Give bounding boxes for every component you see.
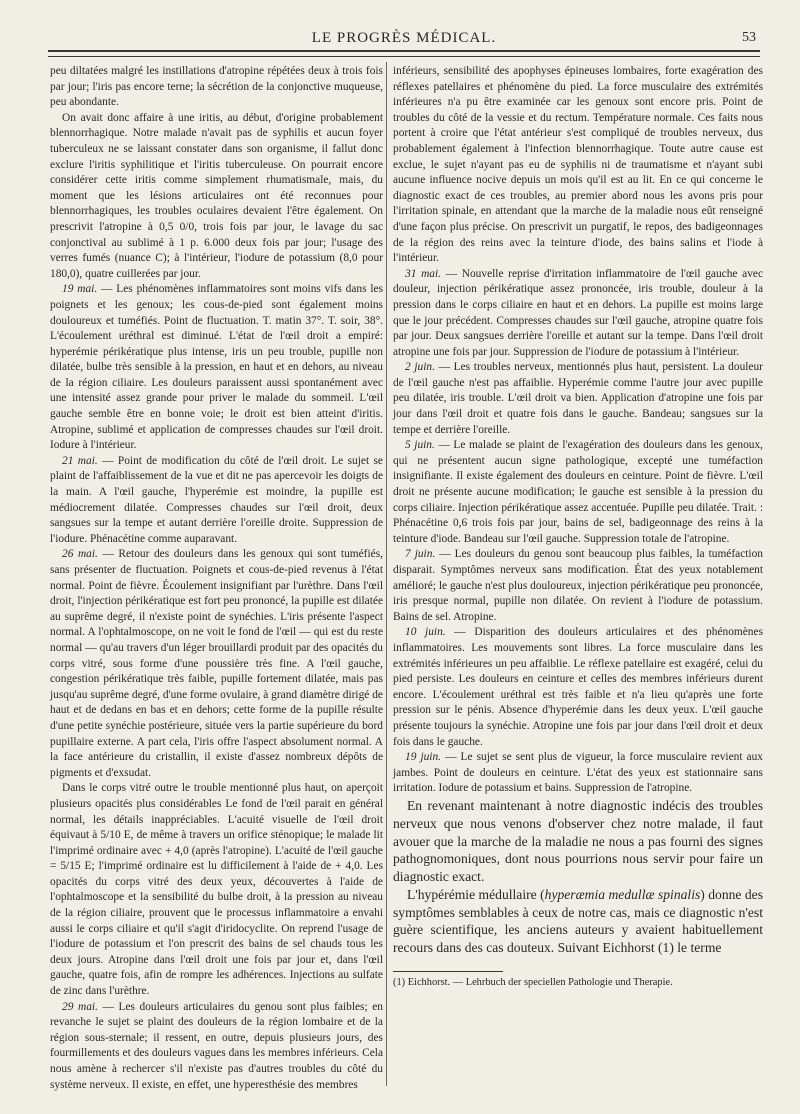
- paragraph: peu diltatées malgré les instillations d'atropine répétées deux à trois fois par jour; l'iris pas encore terne; la sécrétion de la conjonctive muqueuse, peu abondante.: [50, 65, 383, 109]
- running-header: [48, 28, 760, 50]
- paragraph: [393, 438, 763, 547]
- entry-date: 21 mai.: [62, 454, 98, 467]
- entry-text: — Point de modification du côté de l'œil droit. Le sujet se plaint de l'affaiblissement de la vue et dit ne pas apercevoir les doigts de la main. A l'œil gauche, l'hyperémie est moindre, la pupille est médiocrement dilatée. Compresses chaudes sur l'œil droit, deux sangsues sur la tempe et autant derrière l'oreille droite. Suppression de l'iodure. Phénacétine comme auparavant.: [50, 454, 383, 545]
- left-column: [50, 64, 383, 1093]
- column-divider: [386, 62, 387, 1086]
- journal-title: LE PROGRÈS MÉDICAL.: [311, 30, 497, 46]
- paragraph: [393, 267, 763, 361]
- paragraph: [50, 454, 383, 548]
- entry-date: 19 mai.: [62, 283, 98, 296]
- footnote: (1) Eichhorst. — Lehrbuch der speciellen Pathologie und Therapie.: [393, 977, 673, 989]
- entry-text: — Les phénomènes inflammatoires sont moins vifs dans les poignets et les genoux; les cous-de-pied sont également moins douloureux et tuméfiés. Point de fluctuation. T. matin 37°. T. soir, 38°. L'écoulement uréthral est diminué. L'état de l'œil droit a empiré: hyperémie périkératique plus intense, iris un peu trouble, pupille non dilatée, bulbe très sensible à la pression, en haut et en dehors, au niveau de la région ciliaire. Les douleurs paraissent aussi spontanément avec une intensité assez grande pour priver le malade du sommeil. L'œil gauche semble être en bonne voie; le droit est bien atteint d'iritis. Atropine, sublimé et application de compresses chaudes sur l'œil droit. Iodure à l'intérieur.: [50, 283, 383, 452]
- entry-date: 29 mai.: [62, 1000, 98, 1013]
- page-number: 53: [742, 30, 756, 45]
- paragraph: [50, 1000, 383, 1094]
- paragraph: On avait donc affaire à une iritis, au début, d'origine probablement blennorrhagique. Notre malade n'avait pas de syphilis et aucun foyer tuberculeux ne se laissant constater dans son organisme, il fallut donc exclure l'iritis syphilitique et l'iritis tuberculeuse. On pourrait encore considérer cette iritis comme simplement rhumatismale, mais, du moment que les lésions articulaires ont été reconnues pour blennorrhagiques, les troubles oculaires devaient l'être également. On prescrivit l'atropine à 0,5 0/0, trois fois par jour, le lavage du sac conjonctival au sublimé à 1 p. 6.000 deux fois par jour; l'usage des verres fumés (nuance C); à l'intérieur, l'iodure de potassium (8,0 pour 180,0), quatre cuillerées par jour.: [50, 111, 383, 280]
- entry-date: 19 juin.: [405, 751, 442, 764]
- paragraph: Dans le corps vitré outre le trouble mentionné plus haut, on aperçoit plusieurs opacités plus considérables Le fond de l'œil parait en général normal, les détails inappréciables. L'acuité visuelle de l'œil droit équivaut à 5/10 E, de même à travers un orifice sténopique; le malade lit l'imprimé ordinaire avec + 4,0 (après l'atropine). L'acuité de l'œil gauche = 5/15 E; l'imprimé ordinaire est lu difficilement à l'aide de + 4,0. Les opacités du corps vitré des deux yeux, découvertes à l'aide de l'ophtalmoscope et la sensibilité du bulbe droit, à la pression au niveau de la région ciliaire, prouvent que le processus inflammatoire a envahi aussi le corps ciliaire et qu'il s'agit d'iridocyclite. On reprend l'usage de l'iodure de potassium et l'on prescrit des bains de sel chauds tous les deux jours. Atropine dans l'œil droit une fois par jour et, dans l'œil gauche, quatre fois, afin de rompre les adhérences. Injections au sulfate de zinc dans l'urèthre.: [50, 782, 383, 998]
- paragraph: [393, 625, 763, 750]
- footnote-rule: [393, 971, 503, 972]
- header-rule-thick: [48, 50, 760, 52]
- entry-text: — Le malade se plaint de l'exagération des douleurs dans les genoux, qui ne présentent aucun signe pathologique, excepté une tuméfaction insignifiante. Il existe également des douleurs en ceinture. Point de fièvre. L'œil droit ne présente aucune modification; le gauche est sensible à la pression du corps ciliaire. Injection périkératique assez accentuée. Pupille peu dilatée. Trait. : Phénacétine 0,6 trois fois par jour, bains de sel, badigeonnage des reins à la teinture d'iode. Bandeau sur l'œil gauche. Suppression totale de l'atropine.: [393, 439, 763, 545]
- paragraph: inférieurs, sensibilité des apophyses épineuses lombaires, forte exagération des réflexes patellaires et phénomène du pied. La force musculaire des extrémités inférieures n'a pu être examinée car les genoux sont encore pris. Point de troubles du côté de la vessie et du rectum. Température normale. Ces faits nous portent à croire que l'état antérieur s'est compliqué de troubles nerveux, dus probablement également à l'infection blennorrhagique. Toute autre cause est exclue, le sujet n'ayant pas eu de syphilis ni de traumatisme et n'ayant subi aucune influence nocive depuis un mois qu'il est au lit. En ce qui concerne le diagnostic exact de ces troubles, au premier abord nous les avons pris pour l'irritation spinale, en attendant que la marche de la maladie nous eût renseigné d'une façon plus précise. On prescrivit un purgatif, le repos, des badigeonnages de la région des reins avec la teinture d'iode, des bains salins et l'iode à l'intérieur.: [393, 65, 763, 265]
- paragraph: [393, 547, 763, 625]
- entry-text: — Retour des douleurs dans les genoux qui sont tuméfiés, sans présenter de fluctuation. Poignets et cous-de-pied revenus à l'état normal. Point de fièvre. Écoulement insignifiant par l'urèthre. Dans l'œil droit, l'injection périkératique est fort peu prononcé, la pupille est dilatée au suprême degré, il n'existe point de synéchies. L'iris présente l'aspect normal. A l'ophtalmoscope, on ne voit le fond de l'œil — qui est du reste normal — qu'au travers d'un léger brouillardi produit par des opacités du corps vitré, sous forme d'une poussière très fine. A l'œil gauche, congestion périkératique très faible, pupille fortement dilatée, mais pas jusqu'au suprême degré, d'une forme ovulaire, à grand diamètre dirigé de haut et de dedans en bas et en dehors; cette forme de la pupille résulte d'une petite synéchie postérieure, située vers la partie supérieure du bord pupillaire externe. A part cela, l'iris offre l'aspect absolument normal. A la face antérieure du cristallin, il existe d'assez nombreux dépôts de pigments et d'exsudat.: [50, 548, 383, 779]
- paragraph: [393, 750, 763, 797]
- entry-date: 10 juin.: [405, 626, 446, 639]
- entry-text: — Le sujet se sent plus de vigueur, la force musculaire revient aux jambes. Point de douleurs en ceinture. L'état des yeux est stationnaire sans irritation. Iodure de potassium et bains. Suppression de l'atropine.: [393, 751, 763, 795]
- entry-date: 7 juin.: [405, 548, 436, 561]
- entry-text: — Nouvelle reprise d'irritation inflammatoire de l'œil gauche avec douleur, injection périkératique assez prononcée, iris trouble, douleur à la pression dans le corps ciliaire en haut et en dehors. La pupille est moins large que le jour précédent. Compresses chaudes sur l'œil gauche, atropine quatre fois par jour. Deux sangsues derrière l'oreille et autant sur la tempe. Dans l'œil droit atropine une fois par jour. Suppression de l'iodure de potassium à l'intérieur.: [393, 267, 763, 358]
- paragraph-large: [393, 886, 763, 957]
- entry-text: — Les douleurs articulaires du genou sont plus faibles; en revanche le sujet se plaint des douleurs de la région lombaire et de la région sous-sternale; il ressent, en outre, depuis plusieurs jours, des fourmillements et des douleurs vagues dans les membres inférieurs. Cela nous amène à rechercer s'il n'existe pas d'autres troubles du côté du système nerveux. Il existe, en effet, une hyperesthésie des membres: [50, 1000, 383, 1091]
- paragraph-large: En revenant maintenant à notre diagnostic indécis des troubles nerveux que nous venons d'observer chez notre malade, il faut avouer que la marche de la maladie ne nous a pas fourni des signes pathognomoniques, dont nous pourrions nous servir pour faire un diagnostic exact.: [393, 797, 763, 885]
- large-type-section: [393, 797, 763, 957]
- header-rule-thin: [48, 56, 760, 57]
- entry-text: — Les troubles nerveux, mentionnés plus haut, persistent. La douleur de l'œil gauche n'est pas affaiblie. Hyperémie comme l'autre jour avec pupille peu dilatée, iris trouble. L'œil droit va bien. Application d'atropine une fois par jour dans l'œil droit et quatre fois dans le gauche. Bandeau; sangsues sur la tempe et derrière l'oreille.: [393, 361, 763, 436]
- entry-date: 5 juin.: [405, 439, 435, 452]
- entry-text: — Disparition des douleurs articulaires et des phénomènes inflammatoires. Les mouvements sont libres. La force musculaire dans les extrémités inférieures un peu affaiblie. Le réflexe patellaire est exagéré, celui du pied persiste. Les douleurs en ceinture et celles des membres inférieurs durent encore. L'écoulement uréthral est très faible et n'a lieu qu'après une forte pression sur le pénis. Absence d'hyperémie dans les deux yeux. L'œil gauche présente toujours la synéchie. Atropine une fois par jour dans l'œil droit et deux fois dans le gauche.: [393, 626, 763, 748]
- entry-date: 2 juin.: [405, 361, 435, 374]
- paragraph: [393, 360, 763, 438]
- right-column: [393, 64, 763, 989]
- text-run: L'hypérémie médullaire (: [407, 886, 545, 902]
- entry-text: — Les douleurs du genou sont beaucoup plus faibles, la tuméfaction disparait. Symptômes nerveux sans modification. État des yeux notablement amélioré; le gauche n'est plus douloureux, injection périkératique peu prononcée, iris presque normal, pupille non dilatée. On revient à l'iodure de potassium. Bains de sel. Atropine.: [393, 548, 763, 623]
- entry-date: 31 mai.: [405, 267, 442, 280]
- text-run: ) donne des symptômes semblables à ceux de notre cas, mais ce diagnostic n'est guère scientifique, les anciens auteurs y avaient habituellement recours dans des cas douteux. Suivant Eichhorst (1) le terme: [393, 886, 764, 956]
- italic-term: hyperæmia medullæ spinalis: [544, 886, 701, 902]
- entry-date: 26 mai.: [62, 548, 98, 561]
- paragraph: [50, 547, 383, 781]
- paragraph: [50, 282, 383, 454]
